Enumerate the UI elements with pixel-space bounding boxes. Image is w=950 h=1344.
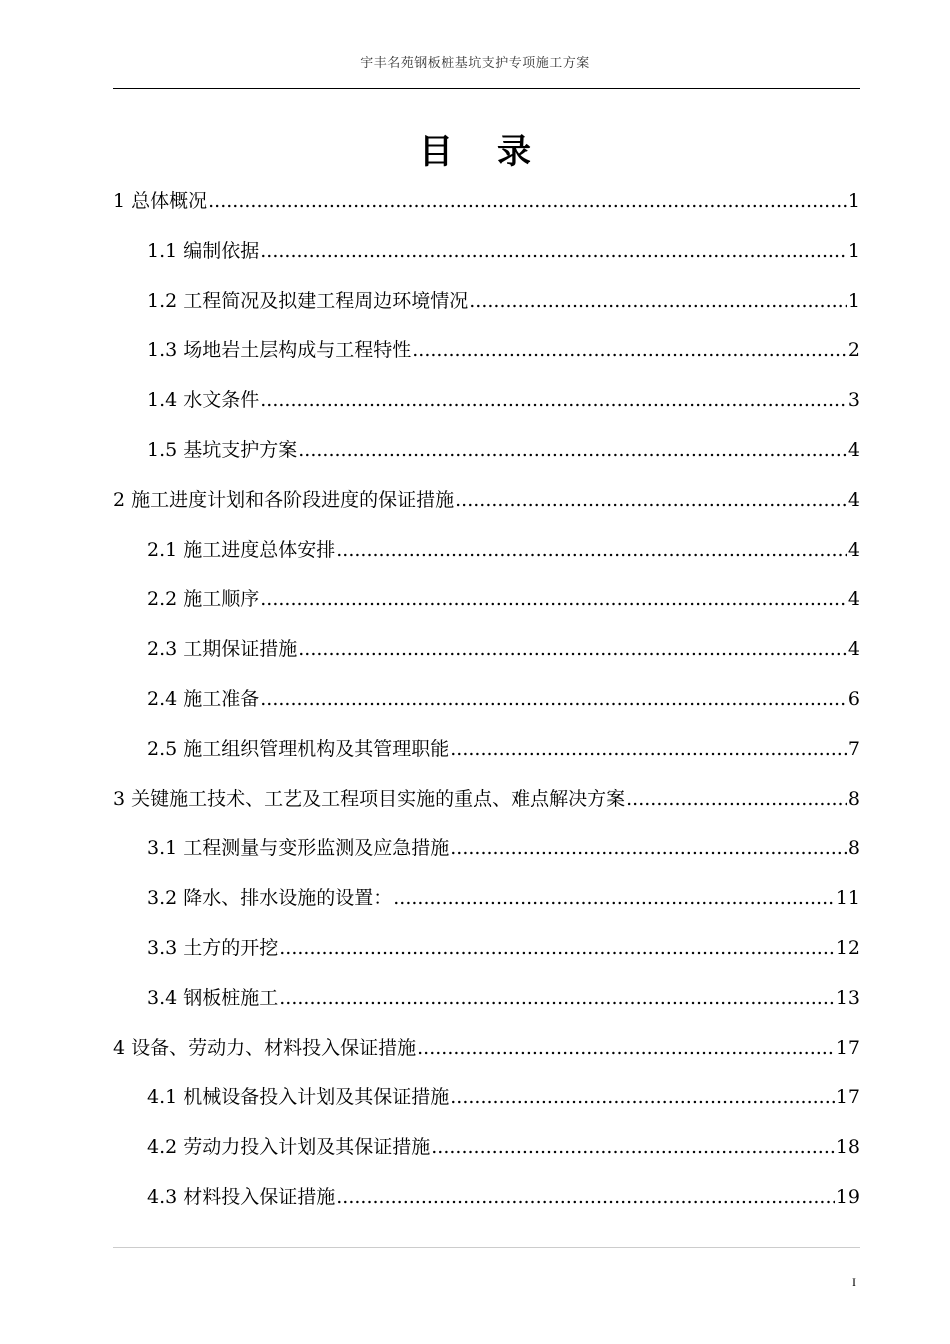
- toc-entry[interactable]: [113, 176, 860, 226]
- toc-dot-leader: [393, 886, 835, 910]
- toc-entry-page: 6: [847, 688, 860, 710]
- toc-entry[interactable]: [147, 525, 860, 575]
- toc-entry-page: 4: [847, 439, 860, 461]
- toc-entry-label: 2.4 施工准备: [147, 688, 260, 710]
- toc-entry-label: 3.1 工程测量与变形监测及应急措施: [147, 837, 450, 860]
- toc-dot-leader: [626, 787, 847, 811]
- toc-dot-leader: [431, 1135, 835, 1159]
- toc-entry-page: 1: [847, 239, 860, 262]
- toc-entry-page: 7: [847, 737, 860, 760]
- toc-entry-label: 1.3 场地岩土层构成与工程特性: [147, 339, 412, 362]
- toc-entry-page: 18: [835, 1136, 860, 1159]
- toc-entry-page: 13: [835, 986, 860, 1009]
- toc-dot-leader: [260, 587, 847, 611]
- toc-entry-label: 3 关键施工技术、工艺及工程项目实施的重点、难点解决方案: [113, 787, 626, 810]
- toc-entry-page: 3: [847, 389, 860, 412]
- toc-entry-label: 1.2 工程简况及拟建工程周边环境情况: [147, 289, 469, 312]
- toc-entry-page: 8: [847, 837, 860, 860]
- toc-entry[interactable]: [147, 923, 860, 973]
- toc-entry[interactable]: [147, 574, 860, 624]
- toc-entry-label: 1.5 基坑支护方案: [147, 439, 298, 461]
- toc-entry-label: 3.3 土方的开挖: [147, 937, 279, 959]
- toc-entry-label: 1.1 编制依据: [147, 239, 260, 262]
- toc-entry-page: 1: [847, 289, 860, 312]
- toc-entry[interactable]: [147, 823, 860, 873]
- toc-entry-label: 2.3 工期保证措施: [147, 638, 298, 661]
- toc-entry-page: 17: [835, 1036, 860, 1059]
- toc-entry-label: 4.3 材料投入保证措施: [147, 1186, 336, 1208]
- running-header: 宇丰名苑钢板桩基坑支护专项施工方案: [360, 56, 590, 71]
- toc-entry-page: 11: [835, 887, 860, 910]
- toc-dot-leader: [336, 1185, 835, 1209]
- toc-entry[interactable]: [147, 873, 860, 923]
- toc-entry-label: 4.1 机械设备投入计划及其保证措施: [147, 1086, 450, 1109]
- toc-entry[interactable]: [113, 1023, 860, 1073]
- toc-dot-leader: [298, 438, 847, 462]
- toc-entry-label: 2.5 施工组织管理机构及其管理职能: [147, 737, 450, 760]
- toc-entry[interactable]: [147, 276, 860, 326]
- toc-dot-leader: [336, 538, 847, 562]
- header-rule: [113, 88, 860, 89]
- toc-dot-leader: [260, 687, 847, 711]
- toc-entry[interactable]: [147, 1172, 860, 1222]
- toc-entry[interactable]: [147, 674, 860, 724]
- toc-entry[interactable]: [113, 475, 860, 525]
- toc-entry-page: 19: [835, 1186, 860, 1208]
- toc-dot-leader: [208, 189, 847, 213]
- toc-dot-leader: [412, 338, 847, 362]
- toc-dot-leader: [450, 737, 847, 761]
- toc-dot-leader: [260, 388, 847, 412]
- toc-entry[interactable]: [147, 724, 860, 774]
- toc-entry[interactable]: [113, 774, 860, 824]
- toc-entry[interactable]: [147, 973, 860, 1023]
- toc-entry-page: 4: [847, 488, 860, 511]
- toc-entry-label: 1 总体概况: [113, 190, 208, 212]
- toc-entry-page: 4: [847, 638, 860, 661]
- toc-entry-page: 17: [835, 1086, 860, 1109]
- toc-entry-label: 3.4 钢板桩施工: [147, 986, 279, 1009]
- toc-entry-label: 2 施工进度计划和各阶段进度的保证措施: [113, 488, 455, 511]
- toc-entry[interactable]: [147, 1072, 860, 1122]
- toc-title: 目录: [419, 132, 575, 172]
- toc-entry-label: 4.2 劳动力投入计划及其保证措施: [147, 1136, 431, 1159]
- toc-entry-page: 12: [835, 937, 860, 959]
- toc-entry-page: 4: [847, 588, 860, 611]
- toc-entry-label: 1.4 水文条件: [147, 389, 260, 412]
- toc-entry[interactable]: [147, 375, 860, 425]
- toc-dot-leader: [417, 1036, 835, 1060]
- toc-entry[interactable]: [147, 325, 860, 375]
- toc-dot-leader: [279, 986, 835, 1010]
- footer-rule: [113, 1247, 860, 1248]
- toc-entry-page: 4: [847, 538, 860, 561]
- toc-dot-leader: [279, 936, 835, 960]
- toc-entry-label: 2.1 施工进度总体安排: [147, 538, 336, 561]
- toc-entry[interactable]: [147, 425, 860, 475]
- toc-dot-leader: [450, 836, 847, 860]
- toc-entry[interactable]: [147, 624, 860, 674]
- toc-dot-leader: [298, 637, 847, 661]
- toc-entry-page: 2: [847, 339, 860, 362]
- toc-entry-label: 3.2 降水、排水设施的设置：: [147, 887, 393, 910]
- footer-page-number: I: [852, 1275, 856, 1289]
- toc-entry-page: 8: [847, 787, 860, 810]
- toc-dot-leader: [450, 1085, 835, 1109]
- toc-entry[interactable]: [147, 1122, 860, 1172]
- toc-entry-label: 4 设备、劳动力、材料投入保证措施: [113, 1036, 417, 1059]
- toc-dot-leader: [455, 488, 847, 512]
- toc-entry-page: 1: [847, 190, 860, 212]
- toc-dot-leader: [260, 239, 847, 263]
- toc-dot-leader: [469, 289, 847, 313]
- toc-entry-label: 2.2 施工顺序: [147, 588, 260, 611]
- toc-entry[interactable]: [147, 226, 860, 276]
